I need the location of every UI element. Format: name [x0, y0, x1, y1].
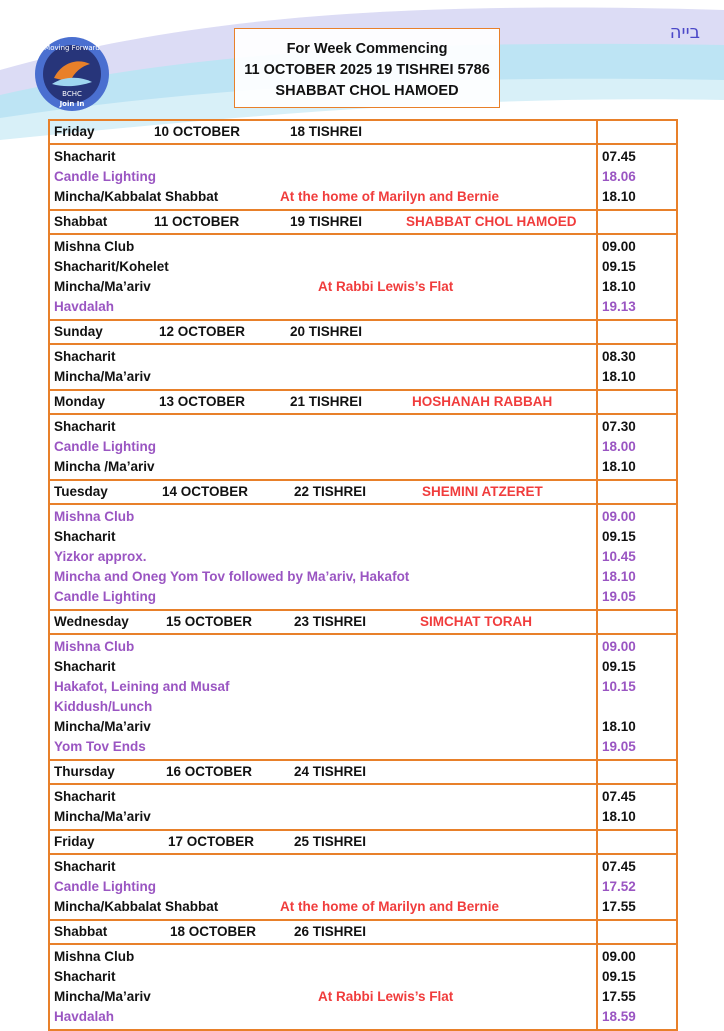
day-header-row — [49, 320, 677, 344]
hebrew-date: 19 TISHREI — [290, 214, 363, 229]
service-time: 07.45 — [602, 859, 636, 874]
bchc-logo — [34, 36, 110, 112]
service-time: 19.05 — [602, 589, 636, 604]
service-time: 09.15 — [602, 659, 636, 674]
service-item — [54, 147, 592, 167]
day-schedule-row — [49, 634, 677, 760]
day-header-row — [49, 830, 677, 854]
service-name: Mishna Club — [54, 949, 135, 964]
service-name: Mishna Club — [54, 639, 135, 654]
service-time: 09.00 — [602, 949, 636, 964]
service-time: 18.10 — [602, 279, 636, 294]
hebrew-date: 18 TISHREI — [290, 124, 363, 139]
day-schedule-row — [49, 784, 677, 830]
service-time: 07.30 — [602, 419, 636, 434]
day-name: Friday — [54, 834, 95, 849]
service-item — [54, 877, 592, 897]
service-name: Mincha/Ma’ariv — [54, 369, 151, 384]
day-schedule-row — [49, 944, 677, 1030]
day-header-row — [49, 610, 677, 634]
service-item — [54, 507, 592, 527]
service-time: 17.55 — [602, 989, 636, 1004]
service-time: 18.59 — [602, 1009, 636, 1024]
service-name: Hakafot, Leining and Musaf — [54, 679, 230, 694]
day-date: 16 OCTOBER — [166, 764, 253, 779]
service-item — [54, 547, 592, 567]
service-item — [54, 857, 592, 877]
day-header-row — [49, 390, 677, 414]
service-item — [54, 1007, 592, 1027]
service-item — [54, 457, 592, 477]
service-name: Mincha/Ma’ariv — [54, 809, 151, 824]
day-note: SHABBAT CHOL HAMOED — [406, 214, 577, 229]
service-time: 17.52 — [602, 879, 636, 894]
service-time: 18.06 — [602, 169, 636, 184]
service-item — [54, 677, 592, 697]
day-name: Sunday — [54, 324, 103, 339]
service-time: 19.13 — [602, 299, 636, 314]
service-item — [54, 737, 592, 757]
service-name: Mincha/Ma’ariv — [54, 279, 151, 294]
service-time: 10.45 — [602, 549, 636, 564]
svg-text:BCHC: BCHC — [62, 90, 82, 98]
service-time: 07.45 — [602, 149, 636, 164]
service-name: Yom Tov Ends — [54, 739, 146, 754]
service-item — [54, 587, 592, 607]
day-header-row — [49, 920, 677, 944]
service-name: Kiddush/Lunch — [54, 699, 153, 714]
day-note: HOSHANAH RABBAH — [412, 394, 553, 409]
service-name: Havdalah — [54, 299, 115, 314]
header-line-1: For Week Commencing — [286, 41, 448, 57]
header-line-2: 11 OCTOBER 2025 19 TISHREI 5786 — [244, 62, 490, 78]
service-name: Yizkor approx. — [54, 549, 147, 564]
hebrew-date: 22 TISHREI — [294, 484, 367, 499]
day-date: 11 OCTOBER — [154, 214, 240, 229]
service-time: 09.00 — [602, 239, 636, 254]
service-item — [54, 697, 592, 717]
service-time: 09.00 — [602, 509, 636, 524]
service-item — [54, 637, 592, 657]
week-header — [234, 28, 500, 108]
hebrew-date: 21 TISHREI — [290, 394, 363, 409]
hebrew-mark: בייה — [669, 22, 700, 43]
service-time: 09.15 — [602, 259, 636, 274]
hebrew-date: 24 TISHREI — [294, 764, 367, 779]
day-name: Thursday — [54, 764, 115, 779]
service-item — [54, 787, 592, 807]
hebrew-date: 20 TISHREI — [290, 324, 363, 339]
service-time: 18.10 — [602, 369, 636, 384]
service-name: Mincha/Kabbalat Shabbat — [54, 899, 219, 914]
service-item — [54, 657, 592, 677]
service-item — [54, 947, 592, 967]
service-item — [54, 367, 592, 387]
service-time: 18.10 — [602, 569, 636, 584]
day-note: SHEMINI ATZERET — [422, 484, 543, 499]
day-schedule-row — [49, 504, 677, 610]
day-name: Shabbat — [54, 214, 108, 229]
day-name: Tuesday — [54, 484, 108, 499]
service-item — [54, 237, 592, 257]
day-date: 12 OCTOBER — [159, 324, 246, 339]
service-item — [54, 437, 592, 457]
service-item — [54, 987, 592, 1007]
day-header-row — [49, 480, 677, 504]
service-time: 18.10 — [602, 189, 636, 204]
day-schedule-row — [49, 144, 677, 210]
day-note: SIMCHAT TORAH — [420, 614, 532, 629]
service-time: 10.15 — [602, 679, 636, 694]
service-location: At the home of Marilyn and Bernie — [280, 899, 500, 914]
header-line-3: SHABBAT CHOL HAMOED — [275, 83, 459, 99]
service-time: 19.05 — [602, 739, 636, 754]
day-schedule-row — [49, 234, 677, 320]
service-name: Mincha/Ma’ariv — [54, 989, 151, 1004]
service-name: Mincha /Ma’ariv — [54, 459, 155, 474]
service-name: Candle Lighting — [54, 589, 156, 604]
service-time: 18.10 — [602, 809, 636, 824]
hebrew-date: 23 TISHREI — [294, 614, 367, 629]
service-name: Shacharit — [54, 969, 116, 984]
service-name: Mishna Club — [54, 509, 135, 524]
service-item — [54, 297, 592, 317]
service-time: 18.10 — [602, 719, 636, 734]
service-time: 17.55 — [602, 899, 636, 914]
service-name: Shacharit — [54, 419, 116, 434]
service-item — [54, 417, 592, 437]
day-date: 14 OCTOBER — [162, 484, 249, 499]
day-date: 13 OCTOBER — [159, 394, 246, 409]
hebrew-date: 26 TISHREI — [294, 924, 367, 939]
svg-text:Join In: Join In — [59, 100, 85, 108]
service-name: Shacharit — [54, 349, 116, 364]
service-location: At the home of Marilyn and Bernie — [280, 189, 500, 204]
day-schedule-row — [49, 414, 677, 480]
service-item — [54, 967, 592, 987]
service-name: Havdalah — [54, 1009, 115, 1024]
day-schedule-row — [49, 344, 677, 390]
day-date: 15 OCTOBER — [166, 614, 253, 629]
day-name: Wednesday — [54, 614, 129, 629]
schedule-table — [48, 119, 678, 1031]
service-item — [54, 277, 592, 297]
service-item — [54, 167, 592, 187]
service-name: Candle Lighting — [54, 439, 156, 454]
service-time: 07.45 — [602, 789, 636, 804]
day-date: 10 OCTOBER — [154, 124, 241, 139]
service-location: At Rabbi Lewis’s Flat — [318, 279, 454, 294]
service-name: Shacharit — [54, 529, 116, 544]
service-time: 09.00 — [602, 639, 636, 654]
service-time: 18.00 — [602, 439, 636, 454]
day-date: 17 OCTOBER — [168, 834, 255, 849]
service-name: Mincha and Oneg Yom Tov followed by Ma’ariv, Hakafot — [54, 569, 410, 584]
service-item — [54, 897, 592, 917]
service-item — [54, 187, 592, 207]
day-name: Shabbat — [54, 924, 108, 939]
service-name: Shacharit — [54, 859, 116, 874]
service-time: 09.15 — [602, 969, 636, 984]
service-time: 09.15 — [602, 529, 636, 544]
service-item — [54, 717, 592, 737]
service-name: Shacharit — [54, 149, 116, 164]
service-item — [54, 567, 592, 587]
day-header-row — [49, 760, 677, 784]
service-item — [54, 257, 592, 277]
service-time: 08.30 — [602, 349, 636, 364]
service-name: Mincha/Ma’ariv — [54, 719, 151, 734]
service-name: Candle Lighting — [54, 169, 156, 184]
hebrew-date: 25 TISHREI — [294, 834, 367, 849]
service-item — [54, 807, 592, 827]
day-header-row — [49, 120, 677, 144]
day-date: 18 OCTOBER — [170, 924, 257, 939]
service-time: 18.10 — [602, 459, 636, 474]
day-schedule-row — [49, 854, 677, 920]
day-header-row — [49, 210, 677, 234]
service-name: Mincha/Kabbalat Shabbat — [54, 189, 219, 204]
service-name: Shacharit/Kohelet — [54, 259, 169, 274]
svg-text:Moving Forward: Moving Forward — [44, 44, 100, 52]
service-time — [602, 697, 672, 717]
day-name: Monday — [54, 394, 106, 409]
day-name: Friday — [54, 124, 95, 139]
service-item — [54, 347, 592, 367]
service-name: Candle Lighting — [54, 879, 156, 894]
service-item — [54, 527, 592, 547]
service-name: Shacharit — [54, 659, 116, 674]
service-name: Shacharit — [54, 789, 116, 804]
service-location: At Rabbi Lewis’s Flat — [318, 989, 454, 1004]
service-name: Mishna Club — [54, 239, 135, 254]
